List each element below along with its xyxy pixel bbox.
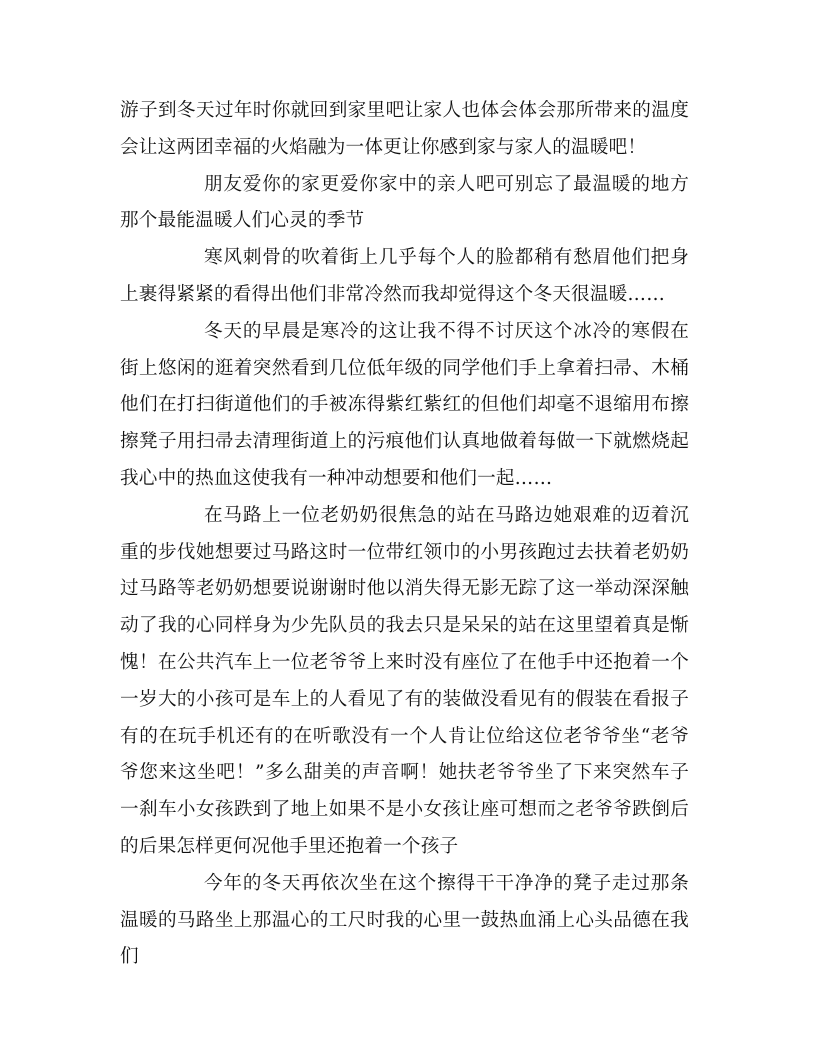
paragraph-5: 在马路上一位老奶奶很焦急的站在马路边她艰难的迈着沉重的步伐她想要过马路这时一位带红领巾的小男孩跑过去扶着老奶奶过马路等老奶奶想要说谢谢时他以消失得无影无踪了这一举动深深触动了我的心同样身为少先队员的我去只是呆呆的站在这里望着真是惭愧！在公共汽车上一位老爷爷上来时没有座位了在他手中还抱着一个一岁大的小孩可是车上的人看见了有的装做没看见有的假装在看报子有的在玩手机还有的在听歌没有一个人肯让位给这位老爷爷坐“老爷爷您来这坐吧！”多么甜美的声音啊！她扶老爷爷坐了下来突然车子一刹车小女孩跌到了地上如果不是小女孩让座可想而之老爷爷跌倒后的后果怎样更何况他手里还抱着一个孩子 xyxy=(120,504,689,857)
paragraph-3: 寒风刺骨的吹着街上几乎每个人的脸都稍有愁眉他们把身上裹得紧紧的看得出他们非常冷然而我却觉得这个冬天很温暖…… xyxy=(120,247,689,305)
document-body xyxy=(120,93,689,976)
paragraph-6: 今年的冬天再依次坐在这个擦得干干净净的凳子走过那条温暖的马路坐上那温心的工尺时我的心里一鼓热血涌上心头品德在我们 xyxy=(120,872,689,968)
paragraph-2: 朋友爱你的家更爱你家中的亲人吧可别忘了最温暖的地方那个最能温暖人们心灵的季节 xyxy=(120,173,689,232)
paragraph-4: 冬天的早晨是寒冷的这让我不得不讨厌这个冰冷的寒假在街上悠闲的逛着突然看到几位低年级的同学他们手上拿着扫帚、木桶他们在打扫街道他们的手被冻得紫红紫红的但他们却毫不退缩用布擦擦凳子用扫帚去清理街道上的污痕他们认真地做着每做一下就燃烧起我心中的热血这使我有一种冲动想要和他们一起…… xyxy=(120,320,689,489)
paragraph-1: 游子到冬天过年时你就回到家里吧让家人也体会体会那所带来的温度会让这两团幸福的火焰融为一体更让你感到家与家人的温暖吧！ xyxy=(120,100,689,158)
